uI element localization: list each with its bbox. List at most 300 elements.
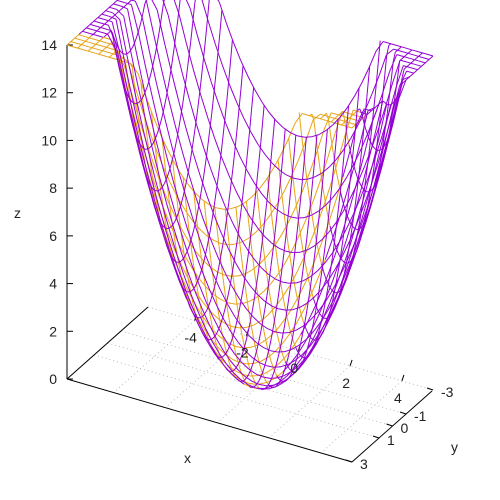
surface-line-front xyxy=(248,76,255,90)
surface-line-front xyxy=(208,130,210,146)
surface-line-front xyxy=(257,380,259,383)
surface-line-front xyxy=(98,18,105,20)
surface-line-front xyxy=(313,250,315,266)
surface-line-back xyxy=(204,201,206,220)
surface-line-front xyxy=(291,133,298,136)
surface-line-front xyxy=(110,5,112,7)
surface-line-back xyxy=(296,259,303,274)
surface-line-front xyxy=(324,240,326,256)
surface-line-front xyxy=(150,0,157,10)
surface-line-front xyxy=(408,64,410,66)
surface-line-front xyxy=(307,220,309,239)
surface-line-back xyxy=(235,304,242,305)
surface-line-front xyxy=(369,51,376,68)
surface-line-front xyxy=(135,1,142,18)
surface-line-back xyxy=(301,237,303,250)
surface-line-front xyxy=(197,125,204,148)
surface-line-front xyxy=(298,202,300,222)
surface-line-front xyxy=(213,286,215,294)
grid-line-y xyxy=(121,331,406,414)
y-axis-line xyxy=(352,391,432,462)
surface-line-front xyxy=(265,356,267,364)
surface-line-back xyxy=(288,321,290,329)
surface-line-front xyxy=(193,128,195,142)
surface-line-front xyxy=(97,35,104,37)
surface-line-back xyxy=(227,228,229,246)
surface-line-front xyxy=(79,32,81,34)
surface-line-front xyxy=(108,7,110,9)
surface-line-front xyxy=(288,289,290,303)
surface-line-back xyxy=(103,55,110,57)
surface-line-front xyxy=(233,150,235,168)
surface-line-front xyxy=(117,0,124,2)
surface-line-front xyxy=(400,60,407,62)
surface-line-back xyxy=(289,207,296,222)
tick-labels xyxy=(14,37,458,472)
surface-line-back xyxy=(311,278,318,295)
surface-line-front xyxy=(208,22,215,45)
surface-line-back xyxy=(337,172,339,183)
surface-line-front xyxy=(262,102,269,112)
surface-line-front xyxy=(397,55,404,57)
surface-line-back xyxy=(88,51,95,53)
surface-line-front xyxy=(311,211,318,215)
surface-line-back xyxy=(248,383,255,384)
surface-line-front xyxy=(278,349,280,358)
surface-line-back xyxy=(282,197,284,214)
surface-line-front xyxy=(179,118,181,130)
surface-line-front xyxy=(128,1,130,3)
surface-line-front xyxy=(145,87,147,93)
surface-line-front xyxy=(356,187,358,203)
surface-line-back xyxy=(269,290,271,303)
surface-line-front xyxy=(201,316,203,317)
surface-line-front xyxy=(197,97,199,113)
surface-line-front xyxy=(414,64,421,66)
surface-line-back xyxy=(349,123,356,125)
surface-line-back xyxy=(240,245,242,262)
surface-line-back xyxy=(271,360,273,366)
surface-line-back xyxy=(259,300,261,313)
surface-line-back xyxy=(107,52,114,54)
surface-line-front xyxy=(161,3,163,17)
surface-line-back xyxy=(305,261,307,272)
surface-line-back xyxy=(71,40,73,42)
surface-line-front xyxy=(160,118,162,126)
surface-line-front xyxy=(252,88,254,111)
surface-line-back xyxy=(92,46,94,48)
surface-line-front xyxy=(338,190,340,208)
surface-line-front xyxy=(222,124,224,142)
surface-line-back xyxy=(294,283,296,294)
surface-line-front xyxy=(274,367,281,368)
surface-line-front xyxy=(106,11,113,13)
surface-line-front xyxy=(395,50,397,52)
surface-line-back xyxy=(191,248,193,263)
surface-line-front xyxy=(261,240,263,256)
surface-line-back xyxy=(277,335,279,343)
surface-line-front xyxy=(172,49,174,63)
surface-line-front xyxy=(239,88,241,110)
surface-line-front xyxy=(192,264,199,283)
surface-line-front xyxy=(262,105,264,128)
surface-line-front xyxy=(188,245,190,251)
surface-line-front xyxy=(301,272,303,287)
surface-line-front xyxy=(292,258,294,274)
surface-line-front xyxy=(286,251,293,252)
x-axis-line xyxy=(67,379,352,462)
surface-line-front xyxy=(342,260,344,262)
surface-line-front xyxy=(94,21,101,23)
x-tick xyxy=(350,360,352,366)
surface-line-back xyxy=(93,39,100,41)
surface-line-front xyxy=(299,287,301,301)
surface-line-front xyxy=(183,91,185,105)
surface-line-back xyxy=(265,262,267,277)
surface-line-front xyxy=(218,33,220,55)
surface-line-front xyxy=(296,326,303,330)
surface-line-back xyxy=(107,45,109,47)
surface-line-front xyxy=(368,112,370,114)
surface-line-front xyxy=(139,33,146,67)
surface-line-front xyxy=(402,57,404,59)
surface-line-front xyxy=(253,386,255,387)
surface-line-front xyxy=(305,137,312,138)
surface-line-front xyxy=(164,42,171,72)
surface-line-front xyxy=(282,282,289,283)
surface-line-front xyxy=(415,70,417,72)
z-tick-label: 2 xyxy=(49,323,57,340)
surface-line-back xyxy=(213,240,220,243)
surface-line-front xyxy=(205,21,207,42)
surface-line-back xyxy=(338,124,345,126)
z-tick-label: 12 xyxy=(41,84,57,101)
surface-line-front xyxy=(216,55,218,76)
surface-line-front xyxy=(112,4,114,6)
surface-line-front xyxy=(104,35,106,37)
surface-line-front xyxy=(412,60,414,62)
surface-line-front xyxy=(404,67,406,69)
surface-line-front xyxy=(296,281,303,283)
surface-line-front xyxy=(178,169,185,194)
surface-line-front xyxy=(86,28,93,30)
surface-line-front xyxy=(362,68,369,83)
surface-line-front xyxy=(405,79,407,81)
surface-line-front xyxy=(239,208,241,224)
surface-line-back xyxy=(275,372,277,376)
x-tick xyxy=(402,375,404,381)
surface-line-back xyxy=(307,183,309,198)
surface-line-back xyxy=(242,301,249,303)
surface-line-front xyxy=(278,309,285,310)
surface-line-back xyxy=(295,114,302,124)
y-tick-label: -3 xyxy=(441,384,454,400)
surface-line-front xyxy=(280,170,287,175)
surface-line-back xyxy=(257,192,259,211)
y-tick-label: 0 xyxy=(400,420,409,436)
surface-line-back xyxy=(331,113,338,115)
surface-line-back xyxy=(283,334,290,344)
surface-line-back xyxy=(314,179,321,199)
surface-line-front xyxy=(423,63,425,65)
surface-line-back xyxy=(214,295,221,300)
surface-line-front xyxy=(427,60,429,62)
surface-line-front xyxy=(207,0,209,21)
y-tick xyxy=(400,412,406,414)
surface-line-front xyxy=(319,194,321,214)
surface-line-front xyxy=(260,128,262,150)
surface-line-back xyxy=(354,112,356,114)
surface-line-back xyxy=(79,35,86,37)
surface-line-front xyxy=(212,0,219,2)
surface-line-front xyxy=(359,182,361,186)
surface-line-front xyxy=(405,48,412,50)
surface-line-front xyxy=(275,332,282,333)
surface-line-front xyxy=(241,60,248,76)
surface-line-front xyxy=(124,5,126,7)
surface-line-front xyxy=(82,31,89,33)
x-tick-label: -2 xyxy=(236,344,249,361)
z-tick-label: 10 xyxy=(41,132,57,149)
surface-line-front xyxy=(278,287,280,301)
surface-line-front xyxy=(411,74,413,76)
surface-line-front xyxy=(307,330,309,334)
surface-line-front xyxy=(254,190,256,208)
surface-line-front xyxy=(99,14,101,16)
surface-line-front xyxy=(255,90,262,102)
y-tick xyxy=(427,388,433,390)
surface-line-back xyxy=(82,43,84,45)
x-tick-label: 0 xyxy=(290,359,299,376)
surface-line-front xyxy=(226,23,233,42)
surface-line-front xyxy=(194,285,196,289)
surface-line-front xyxy=(173,221,175,224)
surface-line-front xyxy=(168,76,170,88)
y-tick-label: 3 xyxy=(360,456,368,472)
surface-line-front xyxy=(156,132,158,138)
surface-line-front xyxy=(114,2,116,4)
surface-line-front xyxy=(158,218,165,241)
surface-line-front xyxy=(94,32,96,34)
surface-line-back xyxy=(299,218,306,235)
surface-line-front xyxy=(406,54,408,56)
surface-line-front xyxy=(272,326,274,337)
surface-line-front xyxy=(248,132,250,153)
surface-line-back xyxy=(199,229,206,236)
surface-line-front xyxy=(242,284,244,296)
surface-line-front xyxy=(112,16,114,18)
surface-line-front xyxy=(284,316,286,328)
surface-line-front xyxy=(195,0,197,4)
surface-line-front xyxy=(201,95,208,118)
surface-line-front xyxy=(421,65,423,67)
surface-line-back xyxy=(217,272,224,275)
surface-line-back xyxy=(85,46,92,48)
surface-line-front xyxy=(416,57,418,59)
surface-line-front xyxy=(104,11,106,13)
surface-line-front xyxy=(258,150,260,171)
surface-line-front xyxy=(131,5,138,34)
surface-line-back xyxy=(259,179,266,189)
surface-line-front xyxy=(187,59,189,75)
surface-line-back xyxy=(246,270,253,274)
surface-line-front xyxy=(325,239,332,259)
surface-line-front xyxy=(355,171,357,177)
surface-line-back xyxy=(311,211,313,224)
surface-line-back xyxy=(75,36,77,38)
surface-line-front xyxy=(234,43,241,61)
surface-line-front xyxy=(168,15,175,45)
surface-line-front xyxy=(289,347,291,356)
surface-line-front xyxy=(304,277,311,281)
surface-line-front xyxy=(340,193,347,217)
surface-line-back xyxy=(268,308,275,316)
surface-line-front xyxy=(90,24,97,26)
surface-line-back xyxy=(265,369,272,373)
surface-line-front xyxy=(135,37,137,43)
surface-line-back xyxy=(260,366,262,372)
surface-line-front xyxy=(341,192,343,200)
surface-line-front xyxy=(408,53,415,55)
x-tick-label: 4 xyxy=(394,389,402,406)
surface-line-back xyxy=(96,44,103,46)
surface-line-back xyxy=(250,345,257,347)
surface-line-back xyxy=(352,126,354,128)
surface-line-front xyxy=(290,180,292,201)
surface-line-front xyxy=(98,28,100,30)
surface-line-front xyxy=(176,17,178,33)
surface-line-front xyxy=(347,191,349,208)
surface-line-back xyxy=(236,207,238,226)
z-tick-label: 6 xyxy=(49,227,57,244)
surface-line-back xyxy=(270,197,272,215)
surface-line-front xyxy=(218,160,220,176)
surface-line-front xyxy=(419,67,421,69)
surface-line-front xyxy=(301,179,308,180)
surface-line-back xyxy=(259,211,261,229)
surface-line-front xyxy=(139,23,141,31)
surface-line-front xyxy=(275,214,277,233)
surface-line-back xyxy=(296,294,298,303)
surface-line-front xyxy=(157,84,164,114)
surface-line-back xyxy=(251,239,253,256)
surface-line-front xyxy=(152,142,154,145)
surface-line-back xyxy=(252,374,254,379)
surface-line-front xyxy=(146,0,153,33)
surface-line-back xyxy=(86,39,88,41)
surface-line-back xyxy=(231,207,238,209)
surface-line-front xyxy=(274,386,276,387)
surface-line-front xyxy=(83,29,85,31)
surface-line-front xyxy=(149,72,151,80)
surface-line-front xyxy=(230,85,237,103)
y-tick-label: 1 xyxy=(387,432,395,448)
surface-line-front xyxy=(265,237,272,244)
surface-line-front xyxy=(271,142,273,164)
surface-line-front xyxy=(269,113,276,122)
surface-line-front xyxy=(228,305,235,317)
surface-line-front xyxy=(270,337,272,347)
surface-line-back xyxy=(218,313,220,325)
surface-line-front xyxy=(403,81,405,83)
surface-line-front xyxy=(324,271,326,277)
surface-line-front xyxy=(272,372,274,378)
surface-line-front xyxy=(287,356,289,364)
surface-line-front xyxy=(120,9,122,11)
surface-line-front xyxy=(281,152,283,174)
surface-line-back xyxy=(235,242,242,244)
surface-line-back xyxy=(316,118,323,120)
surface-line-front xyxy=(273,119,275,142)
surface-line-back xyxy=(328,133,335,157)
surface-line-front xyxy=(418,55,420,57)
surface-line-front xyxy=(226,124,233,142)
surface-line-front xyxy=(308,177,315,179)
surface-line-front xyxy=(207,258,214,276)
surface-line-front xyxy=(204,60,211,83)
surface-line-front xyxy=(150,52,157,84)
surface-line-front xyxy=(284,238,286,255)
surface-line-front xyxy=(226,84,228,105)
surface-line-back xyxy=(224,209,231,210)
surface-line-back xyxy=(260,256,267,264)
z-tick-label: 4 xyxy=(49,275,57,292)
surface-line-front xyxy=(116,12,118,14)
surface-line-front xyxy=(153,54,155,64)
surface-line-front xyxy=(189,156,191,168)
surface-line-front xyxy=(223,308,225,316)
surface-line-front xyxy=(237,110,239,131)
surface-line-front xyxy=(212,95,214,114)
surface-line-front xyxy=(222,158,229,176)
surface-line-front xyxy=(417,69,419,71)
surface-line-front xyxy=(337,150,344,160)
surface-line-front xyxy=(241,66,243,89)
surface-line-back xyxy=(320,256,322,264)
surface-line-front xyxy=(170,159,172,167)
surface-line-front xyxy=(102,25,104,27)
z-axis-label: z xyxy=(14,205,21,221)
surface-line-front xyxy=(175,45,182,73)
surface-line-back xyxy=(109,56,111,58)
surface-line-back xyxy=(272,215,274,232)
surface-line-front xyxy=(142,18,149,52)
surface-line-front xyxy=(298,136,305,137)
surface-line-back xyxy=(317,130,324,152)
surface-line-front xyxy=(109,7,116,9)
surface-line-front xyxy=(404,57,411,59)
surface-line-front xyxy=(311,180,313,201)
y-axis-label: y xyxy=(451,439,458,455)
surface-line-front xyxy=(250,110,252,132)
surface-line-front xyxy=(91,22,93,24)
surface-line-back xyxy=(282,287,289,298)
surface-line-front xyxy=(305,309,307,321)
surface-line-front xyxy=(410,68,417,70)
surface-line-front xyxy=(192,231,194,239)
surface-line-front xyxy=(131,47,133,50)
surface-line-front xyxy=(275,279,282,282)
surface-line-front xyxy=(251,132,258,144)
surface-line-front xyxy=(205,311,207,314)
surface-line-front xyxy=(259,384,266,385)
surface-line-front xyxy=(343,150,345,171)
surface-line-front xyxy=(383,42,390,44)
z-tick-label: 8 xyxy=(49,180,57,197)
surface-line-back xyxy=(326,206,328,217)
surface-line-back xyxy=(224,275,231,276)
surface-line-front xyxy=(258,145,265,155)
